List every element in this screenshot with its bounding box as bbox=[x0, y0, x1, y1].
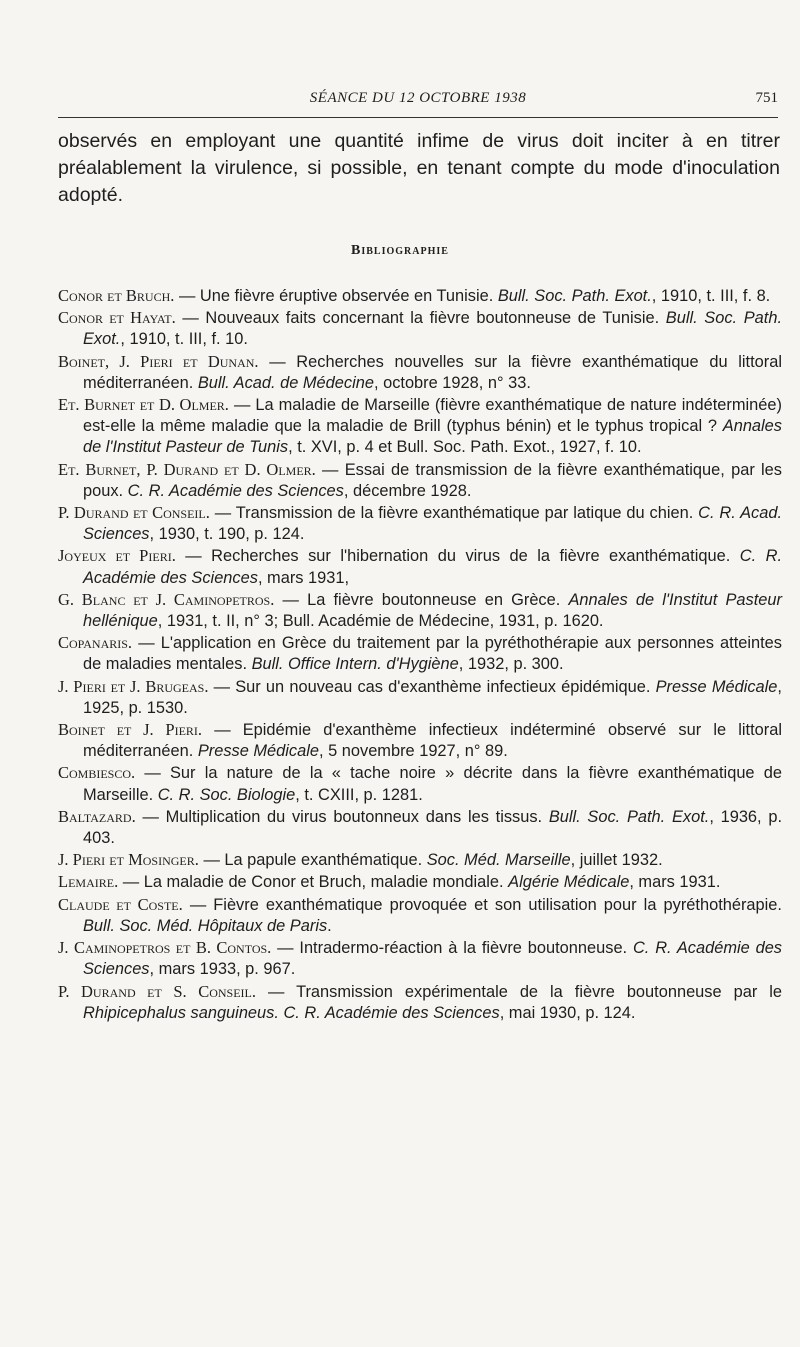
entry-authors: Joyeux et Pieri. bbox=[58, 546, 176, 566]
bibliography-entry bbox=[58, 762, 782, 805]
bibliography-entry bbox=[58, 285, 782, 307]
bibliography-entry bbox=[58, 806, 782, 849]
entry-details: , 1930, t. 190, p. 124. bbox=[149, 525, 305, 544]
entry-title: — Essai de transmission de la fièvre exanthématique, par les poux. bbox=[83, 460, 782, 500]
page-number: 751 bbox=[755, 90, 778, 106]
entry-authors: J. Caminopetros et B. Contos. bbox=[58, 938, 272, 958]
entry-title: — L'application en Grèce du traitement par la pyréthothérapie aux personnes atteintes de maladies mentales. bbox=[83, 634, 782, 674]
entry-authors: Combiesco. bbox=[58, 763, 136, 783]
entry-authors: Claude et Coste. bbox=[58, 894, 183, 914]
bibliography-entry bbox=[58, 502, 782, 545]
entry-authors: J. Pieri et Mosinger. bbox=[58, 850, 199, 870]
entry-details: , octobre 1928, n° 33. bbox=[373, 373, 531, 392]
entry-title: — Multiplication du virus boutonneux dans les tissus. bbox=[135, 807, 549, 826]
entry-source: Bull. Office Intern. d'Hygiène bbox=[251, 655, 459, 674]
entry-details: , 1931, t. II, n° 3; Bull. Académie de Médecine, 1931, p. 1620. bbox=[157, 612, 604, 631]
entry-title: — La maladie de Conor et Bruch, maladie mondiale. bbox=[118, 873, 509, 892]
entry-authors: Baltazard. bbox=[58, 806, 136, 826]
entry-details: , t. XVI, p. 4 et Bull. Soc. Path. Exot., 1927, f. 10. bbox=[288, 438, 642, 457]
entry-authors: P. Durand et Conseil. bbox=[58, 503, 210, 523]
entry-title: — La papule exanthématique. bbox=[198, 851, 427, 870]
entry-details: . bbox=[327, 916, 332, 935]
entry-details: , 1936, p. 403. bbox=[83, 807, 782, 848]
entry-details: , 1910, t. III, f. 8. bbox=[651, 287, 771, 305]
running-title: SÉANCE DU 12 OCTOBRE 1938 bbox=[309, 90, 527, 106]
entry-source: C. R. Académie des Sciences bbox=[83, 939, 783, 979]
entry-source: Presse Médicale bbox=[197, 742, 319, 761]
entry-source: Bull. Soc. Path. Exot. bbox=[83, 309, 783, 349]
bibliography-entry bbox=[58, 937, 782, 980]
entry-source: Presse Médicale bbox=[655, 677, 778, 696]
entry-title: — Intradermo-réaction à la fièvre boutonneuse. bbox=[271, 939, 633, 958]
bibliography-entry bbox=[58, 719, 782, 762]
entry-source: Bull. Soc. Path. Exot. bbox=[548, 807, 710, 826]
entry-details: , juillet 1932. bbox=[570, 851, 663, 870]
entry-source: Annales de l'Institut Pasteur hellénique bbox=[83, 590, 782, 631]
entry-authors: Et. Burnet et D. Olmer. bbox=[58, 395, 229, 415]
entry-title: — Recherches sur l'hibernation du virus de la fièvre exanthématique. bbox=[175, 547, 740, 566]
bibliography-entry bbox=[58, 351, 782, 394]
entry-details: , t. CXIII, p. 1281. bbox=[295, 785, 423, 804]
entry-source: C. R. Académie des Sciences bbox=[83, 547, 782, 587]
entry-details: , 1925, p. 1530. bbox=[83, 677, 782, 717]
header-rule bbox=[58, 117, 778, 118]
intro-paragraph: observés en employant une quantité infime de virus doit inciter à en titrer préalablement la virulence, si possible, en tenant compte du mode d'inoculation adopté. bbox=[58, 130, 780, 206]
entry-authors: G. Blanc et J. Caminopetros. bbox=[58, 589, 275, 609]
bibliography-entry bbox=[58, 676, 782, 719]
entry-details: , 1910, t. III, f. 10. bbox=[120, 330, 248, 349]
entry-details: , mars 1933, p. 967. bbox=[149, 960, 296, 979]
entry-title: — Sur un nouveau cas d'exanthème infectieux épidémique. bbox=[208, 677, 656, 696]
entry-authors: Et. Burnet, P. Durand et D. Olmer. bbox=[58, 459, 316, 479]
bibliography-entry bbox=[58, 545, 782, 588]
bibliography-entry bbox=[58, 307, 782, 350]
bibliography-entry bbox=[58, 894, 782, 937]
entry-authors: Copanaris. bbox=[58, 633, 133, 653]
entry-title: — La fièvre boutonneuse en Grèce. bbox=[274, 590, 569, 609]
entry-source: Bull. Soc. Méd. Hôpitaux de Paris bbox=[83, 916, 328, 935]
entry-source: C. R. Acad. Sciences bbox=[83, 504, 782, 544]
entry-title: — Recherches nouvelles sur la fièvre exanthématique du littoral méditerranéen. bbox=[83, 352, 782, 392]
entry-source: C. R. Académie des Sciences bbox=[127, 481, 344, 500]
entry-authors: Conor et Bruch. bbox=[58, 286, 175, 305]
entry-title: — Fièvre exanthématique provoquée et son utilisation pour la pyréthothérapie. bbox=[182, 895, 782, 914]
entry-details: , décembre 1928. bbox=[343, 481, 472, 500]
entry-title: — Une fièvre éruptive observée en Tunisie. bbox=[174, 287, 498, 305]
entry-source: Rhipicephalus sanguineus. C. R. Académie des Sciences bbox=[83, 1003, 500, 1022]
entry-source: Bull. Acad. de Médecine bbox=[197, 373, 374, 392]
entry-source: Soc. Méd. Marseille bbox=[426, 851, 571, 870]
entry-source: Algérie Médicale bbox=[508, 873, 630, 892]
bibliography-entry bbox=[58, 871, 782, 893]
entry-details: , 1932, p. 300. bbox=[458, 655, 564, 674]
entry-details: , mars 1931. bbox=[629, 873, 721, 892]
running-head bbox=[58, 90, 778, 107]
bibliography-entry bbox=[58, 849, 782, 871]
entry-title: — Nouveaux faits concernant la fièvre boutonneuse de Tunisie. bbox=[175, 309, 666, 328]
entry-authors: Lemaire. bbox=[58, 872, 119, 892]
entry-title: — Sur la nature de la « tache noire » décrite dans la fièvre exanthématique de Marseille. bbox=[83, 764, 782, 804]
entry-authors: Boinet et J. Pieri. bbox=[58, 720, 203, 740]
bibliography-entry bbox=[58, 981, 782, 1024]
bibliography-heading: Bibliographie bbox=[351, 243, 449, 258]
entry-authors: Boinet, J. Pieri et Dunan. bbox=[58, 351, 259, 371]
bibliography-entry bbox=[58, 394, 782, 459]
bibliography-entry bbox=[58, 459, 782, 502]
entry-details: , mars 1931, bbox=[257, 568, 350, 587]
entry-title: — La maladie de Marseille (fièvre exanthématique de nature indéterminée) est-elle la même maladie que la maladie de Brill (typhus bénin) et le typhus tropical ? bbox=[83, 396, 782, 436]
entry-authors: Conor et Hayat. bbox=[58, 308, 176, 328]
bibliography-list bbox=[58, 285, 782, 1024]
entry-title: — Transmission expérimentale de la fièvre boutonneuse par le bbox=[256, 982, 783, 1001]
entry-authors: P. Durand et S. Conseil. bbox=[58, 981, 257, 1001]
entry-details: , 5 novembre 1927, n° 89. bbox=[318, 742, 508, 761]
entry-title: — Transmission de la fièvre exanthématique par latique du chien. bbox=[209, 504, 699, 523]
entry-source: Bull. Soc. Path. Exot. bbox=[497, 287, 652, 305]
bibliography-entry bbox=[58, 632, 782, 675]
bibliography-entry bbox=[58, 589, 782, 632]
entry-title: — Epidémie d'exanthème infectieux indéterminé observé sur le littoral méditerranéen. bbox=[83, 721, 782, 761]
entry-source: C. R. Soc. Biologie bbox=[157, 785, 296, 804]
entry-authors: J. Pieri et J. Brugeas. bbox=[58, 676, 209, 696]
entry-details: , mai 1930, p. 124. bbox=[499, 1003, 636, 1022]
entry-source: Annales de l'Institut Pasteur de Tunis bbox=[83, 417, 782, 457]
